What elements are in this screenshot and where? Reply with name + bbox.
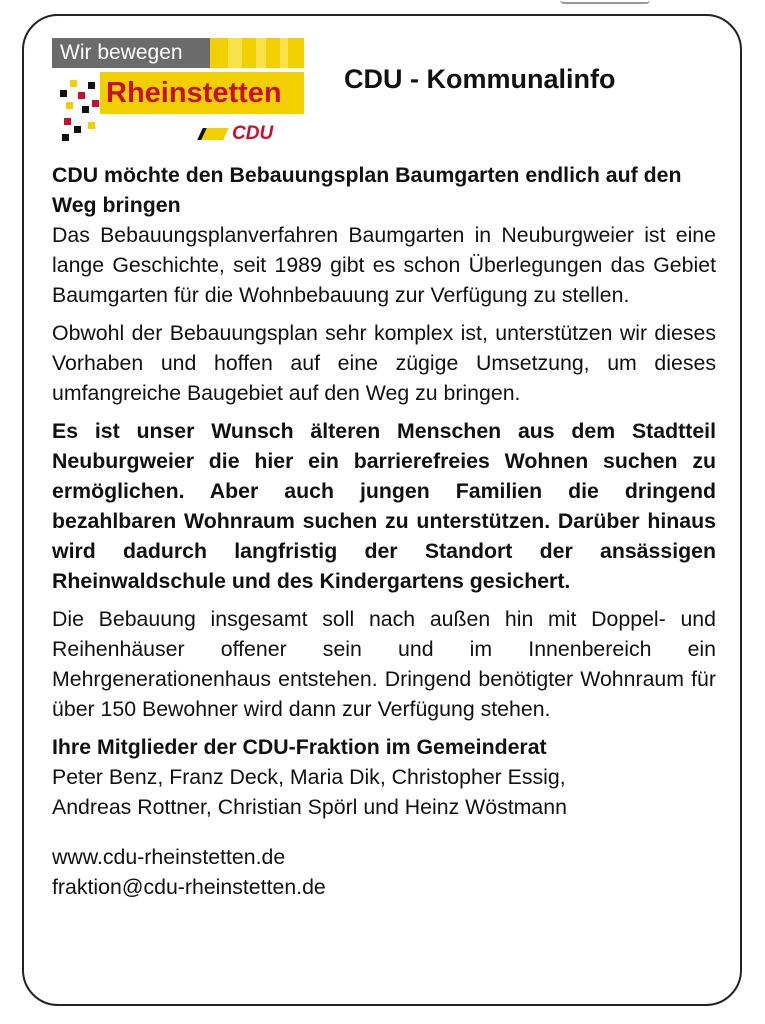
logo-top-bar	[52, 38, 304, 68]
page-edge-mark	[560, 0, 650, 4]
cdu-flag-icon	[197, 128, 229, 140]
page-title: CDU - Kommunalinfo	[344, 64, 616, 94]
logo	[52, 38, 304, 148]
cdu-party-mark	[200, 124, 273, 144]
logo-slogan: Wir bewegen	[52, 38, 210, 68]
logo-pixel	[78, 92, 85, 99]
logo-stripe	[228, 38, 242, 68]
logo-town-name: Rheinstetten	[100, 72, 304, 114]
logo-pixel	[82, 106, 89, 113]
website-link[interactable]: www.cdu-rheinstetten.de	[52, 845, 286, 869]
logo-pixel	[64, 118, 71, 125]
paragraph: Obwohl der Bebauungsplan sehr komplex ist, unterstützen wir dieses Vorhaben und hoffen auf eine zügige Umsetzung, um dieses umfangreiche Baugebiet auf den Weg zu bringen.	[52, 321, 716, 405]
signature-block	[52, 732, 716, 822]
logo-pixel	[92, 100, 99, 107]
article-title: CDU möchte den Bebauungsplan Baumgarten endlich auf den Weg bringen	[52, 163, 682, 217]
logo-pixel	[62, 134, 69, 141]
paragraph-emphasis: Es ist unser Wunsch älteren Menschen aus dem Stadtteil Neuburgweier die hier ein barrierefreies Wohnen suchen zu ermöglichen. Aber auch jungen Familien die dringend bezahlbaren Wohnraum suchen zu unterstützen. Darüber hinaus wird dadurch langfristig der Standort der ansässigen Rheinwaldschule und des Kindergartens gesichert.	[52, 419, 716, 593]
signature-names-line: Andreas Rottner, Christian Spörl und Heinz Wöstmann	[52, 795, 567, 819]
article-body	[52, 160, 716, 910]
paragraph: Die Bebauung insgesamt soll nach außen hin mit Doppel- und Reihenhäuser offener sein und im Innenbereich ein Mehrgenerationenhaus entstehen. Dringend benötigter Wohnraum für über 150 Bewohner wird dann zur Verfügung stehen.	[52, 607, 716, 721]
logo-pixel	[88, 82, 95, 89]
signature-names-line: Peter Benz, Franz Deck, Maria Dik, Christopher Essig,	[52, 765, 566, 789]
contact-block	[52, 842, 716, 902]
logo-pixel	[60, 90, 67, 97]
logo-pixel	[66, 102, 73, 109]
cdu-party-label: CDU	[232, 123, 274, 144]
logo-pixel	[70, 80, 77, 87]
paragraph: Das Bebauungsplanverfahren Baumgarten in Neuburgweier ist eine lange Geschichte, seit 1989 gibt es schon Überlegungen das Gebiet Baumgarten für die Wohnbebauung zur Verfügung zu stellen.	[52, 223, 716, 307]
logo-pixel	[88, 122, 95, 129]
logo-pixel	[74, 126, 81, 133]
logo-stripe	[256, 38, 266, 68]
logo-stripe	[280, 38, 288, 68]
signature-heading: Ihre Mitglieder der CDU-Fraktion im Gemeinderat	[52, 735, 547, 759]
email-link[interactable]: fraktion@cdu-rheinstetten.de	[52, 875, 326, 899]
